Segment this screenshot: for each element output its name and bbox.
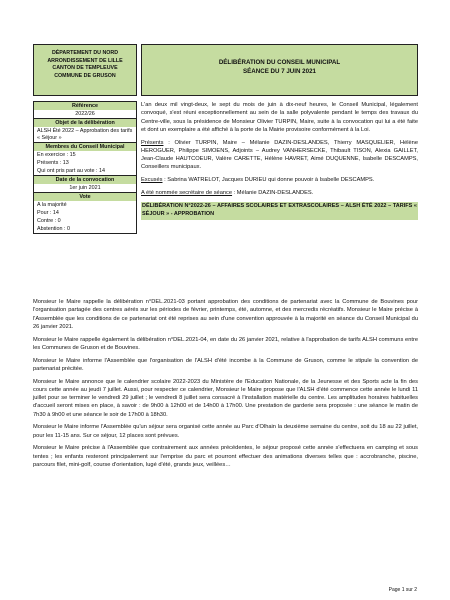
intro-paragraph: L'an deux mil vingt-deux, le sept du mois de juin à dix-neuf heures, le Conseil Municipal, légalement convoqué, s'est réuni exceptionnellement au sein de la salle polyvalente pendant le temps des travaux du Centre-ville, sous la présidence de Monsieur Olivier TURPIN, Maire, suite à la convocation qui lui a été faite et dont un exemplaire a été affiché à la porte de la Mairie provisoire conformément à la Loi.: [141, 102, 418, 133]
header-line: CANTON DE TEMPLEUVE: [52, 65, 118, 72]
reference-value: 2022/26: [75, 110, 95, 117]
body-paragraph: Monsieur le Maire informe l'Assemblée qu'un séjour sera organisé cette année au Parc d'Olhain la deuxième semaine du centre, soit du 18 au 22 juillet, pour les 11-15 ans. Sur ce séjour, 12 places sont prévues.: [33, 424, 418, 439]
vote-label: Vote: [34, 192, 136, 201]
document-title: [141, 44, 418, 96]
membres-line: En exercice : 15: [37, 151, 76, 158]
secretaire-label: A été nommée secrétaire de séance: [141, 189, 233, 196]
excuses-text: : Sabrina WATRELOT, Jacques DURIEU qui donne pouvoir à Isabelle DESCAMPS.: [162, 177, 375, 184]
header-line: DÉPARTEMENT DU NORD: [51, 50, 119, 56]
objet-label: Objet de la délibération: [34, 118, 136, 127]
body-paragraph: Monsieur le Maire informe l'Assemblée que l'organisation de l'ALSH d'été incombe à la Commune de Gruson, comme le stipule la convention de partenariat précitée.: [33, 357, 418, 372]
convocation-value: 1er juin 2021: [69, 184, 101, 191]
excuses-paragraph: [141, 176, 418, 184]
vote-line: Abstention : 0: [37, 225, 70, 232]
vote-line: Pour : 14: [37, 209, 59, 216]
membres-line: Présents : 13: [37, 159, 69, 166]
presents-paragraph: [141, 139, 418, 172]
administrative-header: [33, 44, 137, 96]
vote-line: Contre : 0: [37, 217, 61, 224]
body-paragraph: Monsieur le Maire annonce que le calendrier scolaire 2022-2023 du Ministère de l'Education Nationale, de la Jeunesse et des Sports acte la fin des cours cette année au jeudi 7 juillet. Aussi, pour respecter ce calendrier, Monsieur le Maire propose que l'ALSH d'été commence cette année le lundi 11 juillet pour se terminer le vendredi 29 juillet ; le vendredi 8 juillet sera consacré à l'installation matérielle du centre. Les amplitudes horaires habituelles d'accueil seront mises en place, à savoir : de 9h00 à 12h00 et de 14h00 à 17h00. Une prestation de garderie sera proposée : une séance le matin de 7h30 à 9h00 et une séance le soir de 17h00 à 18h30.: [33, 378, 418, 418]
intro-section: [141, 101, 418, 220]
sidebar: [33, 44, 137, 234]
excuses-label: Excusés: [141, 177, 163, 184]
convocation-label: Date de la convocation: [34, 175, 136, 184]
info-table: [33, 101, 137, 234]
membres-line: Qui ont pris part au vote : 14: [37, 167, 106, 174]
page-number: Page 1 sur 2: [388, 587, 417, 593]
header-line: ARRONDISSEMENT DE LILLE: [47, 57, 123, 64]
membres-label: Membres du Conseil Municipal: [34, 142, 136, 151]
presents-label: Présents: [141, 139, 164, 146]
objet-value: ALSH Été 2022 – Approbation des tarifs « Séjour »: [37, 127, 133, 141]
header-line: COMMUNE DE GRUSON: [54, 73, 116, 80]
secretaire-text: : Mélanie DAZIN-DESLANDES.: [232, 189, 314, 196]
body-paragraph: Monsieur le Maire rappelle également la délibération n°DEL.2021-04, en date du 26 janvier 2021, relative à l'approbation de tarifs ALSH communs entre les Communes de Gruson et de Bouvines.: [33, 336, 418, 351]
title-line-2: SÉANCE DU 7 JUIN 2021: [243, 68, 316, 76]
reference-label: Référence: [34, 102, 136, 110]
body-paragraph: Monsieur le Maire rappelle la délibération n°DEL.2021-03 portant approbation des conditions de partenariat avec la Commune de Bouvines pour l'organisation partagée des centres aérés sur les périodes de février, printemps, été, automne, et des mercredis récréatifs. Monsieur le Maire précise à l'Assemblée que les conditions de ce partenariat ont été reprises au sein d'une convention approuvée à la majorité en séance du Conseil Municipal du 26 janvier 2021.: [33, 299, 418, 330]
presents-text: : Olivier TURPIN, Maire – Mélanie DAZIN-DESLANDES, Thierry MASQUELIER, Hélène HEROGUER, Philippe SIMOENS, Adjoints – Audrey VANHERSECKE, Thibault TISON, Alexia GAILLET, Jean-Claude HAUTCOEUR, Valère CARETTE, Hélène HAVRET, Aimé DUQUENNE, Isabelle DESCAMPS, Conseillers municipaux.: [141, 139, 418, 171]
body-section: [33, 298, 418, 474]
deliberation-title: DÉLIBÉRATION N°2022-26 – AFFAIRES SCOLAIRES ET EXTRASCOLAIRES – ALSH ÉTÉ 2022 – TARIFS « SÉJOUR » - APPROBATION: [141, 202, 418, 220]
body-paragraph: Monsieur le Maire précise à l'Assemblée que contrairement aux années précédentes, le séjour proposé cette année s'effectuera en camping et sous tentes ; les enfants resteront principalement sur l'emprise du parc et pourront effectuer des animations diverses telles que : accrobranche, piscine, parcours filet, mini-golf, course d'orientation, lugé d'été, grands jeux, veillées…: [33, 445, 418, 469]
vote-line: A la majorité: [37, 201, 67, 208]
secretaire-paragraph: [141, 189, 418, 197]
title-line-1: DÉLIBÉRATION DU CONSEIL MUNICIPAL: [218, 59, 341, 66]
